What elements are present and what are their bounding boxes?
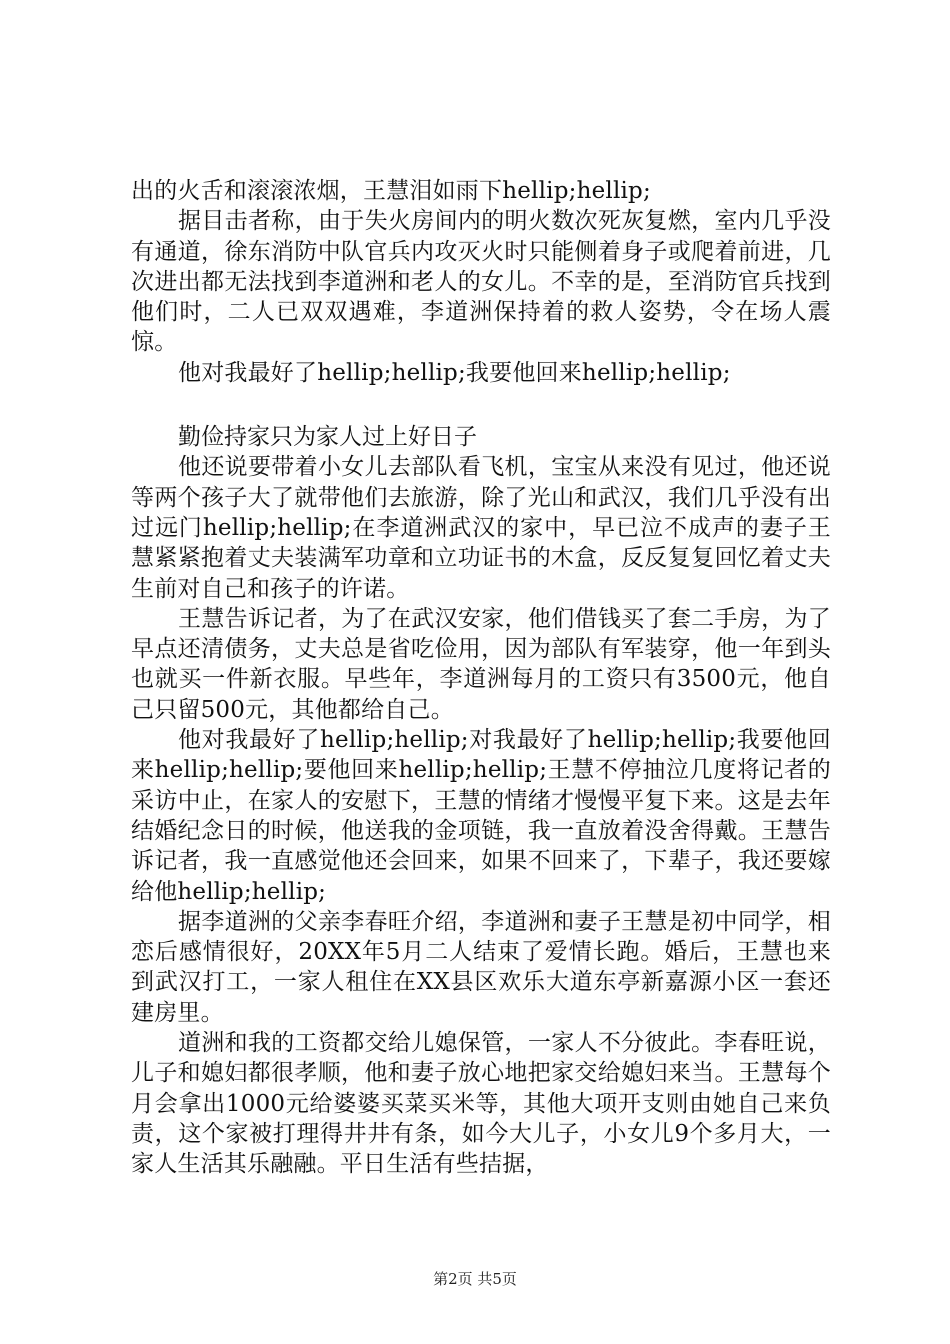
paragraph-2: 据目击者称，由于失火房间内的明火数次死灰复燃，室内几乎没有通道，徐东消防中队官兵内攻灭火时只能侧着身子或爬着前进，几次进出都无法找到李道洲和老人的女儿。不幸的是，至消防官兵找到他们时，二人已双双遇难，李道洲保持着的救人姿势，令在场人震惊。 <box>131 208 831 356</box>
section-heading: 勤俭持家只为家人过上好日子 <box>178 424 477 451</box>
paragraph-3: 他对我最好了hellip;hellip;我要他回来hellip;hellip; <box>178 359 731 386</box>
page-number-footer: 第2页 共5页 <box>433 1270 517 1288</box>
paragraph-8: 道洲和我的工资都交给儿媳保管，一家人不分彼此。李春旺说，儿子和媳妇都很孝顺，他和妻子放心地把家交给媳妇来当。王慧每个月会拿出1000元给婆婆买菜买米等，其他大项开支则由她自己来负责，这个家被打理得井井有条，如今大儿子，小女儿9个多月大，一家人生活其乐融融。平日生活有些拮据， <box>131 1030 831 1178</box>
paragraph-6: 他对我最好了hellip;hellip;对我最好了hellip;hellip;我要他回来hellip;hellip;要他回来hellip;hellip;王慧不停抽泣几度将记者的采访中止，在家人的安慰下，王慧的情绪才慢慢平复下来。这是去年结婚纪念日的时候，他送我的金项链，我一直放着没舍得戴。王慧告诉记者，我一直感觉他还会回来，如果不回来了，下辈子，我还要嫁给他hellip;hellip; <box>131 727 831 905</box>
paragraph-1: 出的火舌和滚滚浓烟，王慧泪如雨下hellip;hellip; <box>131 178 651 204</box>
paragraph-7: 据李道洲的父亲李春旺介绍，李道洲和妻子王慧是初中同学，相恋后感情很好，20XX年5月二人结束了爱情长跑。婚后，王慧也来到武汉打工，一家人租住在XX县区欢乐大道东亭新嘉源小区一套还建房里。 <box>131 908 831 1026</box>
paragraph-4: 他还说要带着小女儿去部队看飞机，宝宝从来没有见过，他还说等两个孩子大了就带他们去旅游，除了光山和武汉，我们几乎没有出过远门hellip;hellip;在李道洲武汉的家中，早已泣不成声的妻子王慧紧紧抱着丈夫装满军功章和立功证书的木盒，反反复复回忆着丈夫生前对自己和孩子的许诺。 <box>131 454 831 602</box>
paragraph-5: 王慧告诉记者，为了在武汉安家，他们借钱买了套二手房，为了早点还清债务，丈夫总是省吃俭用，因为部队有军装穿，他一年到头也就买一件新衣服。早些年，李道洲每月的工资只有3500元，他自己只留500元，其他都给自己。 <box>131 605 831 723</box>
paragraph-spacer <box>131 388 831 422</box>
document-body <box>131 176 831 1180</box>
